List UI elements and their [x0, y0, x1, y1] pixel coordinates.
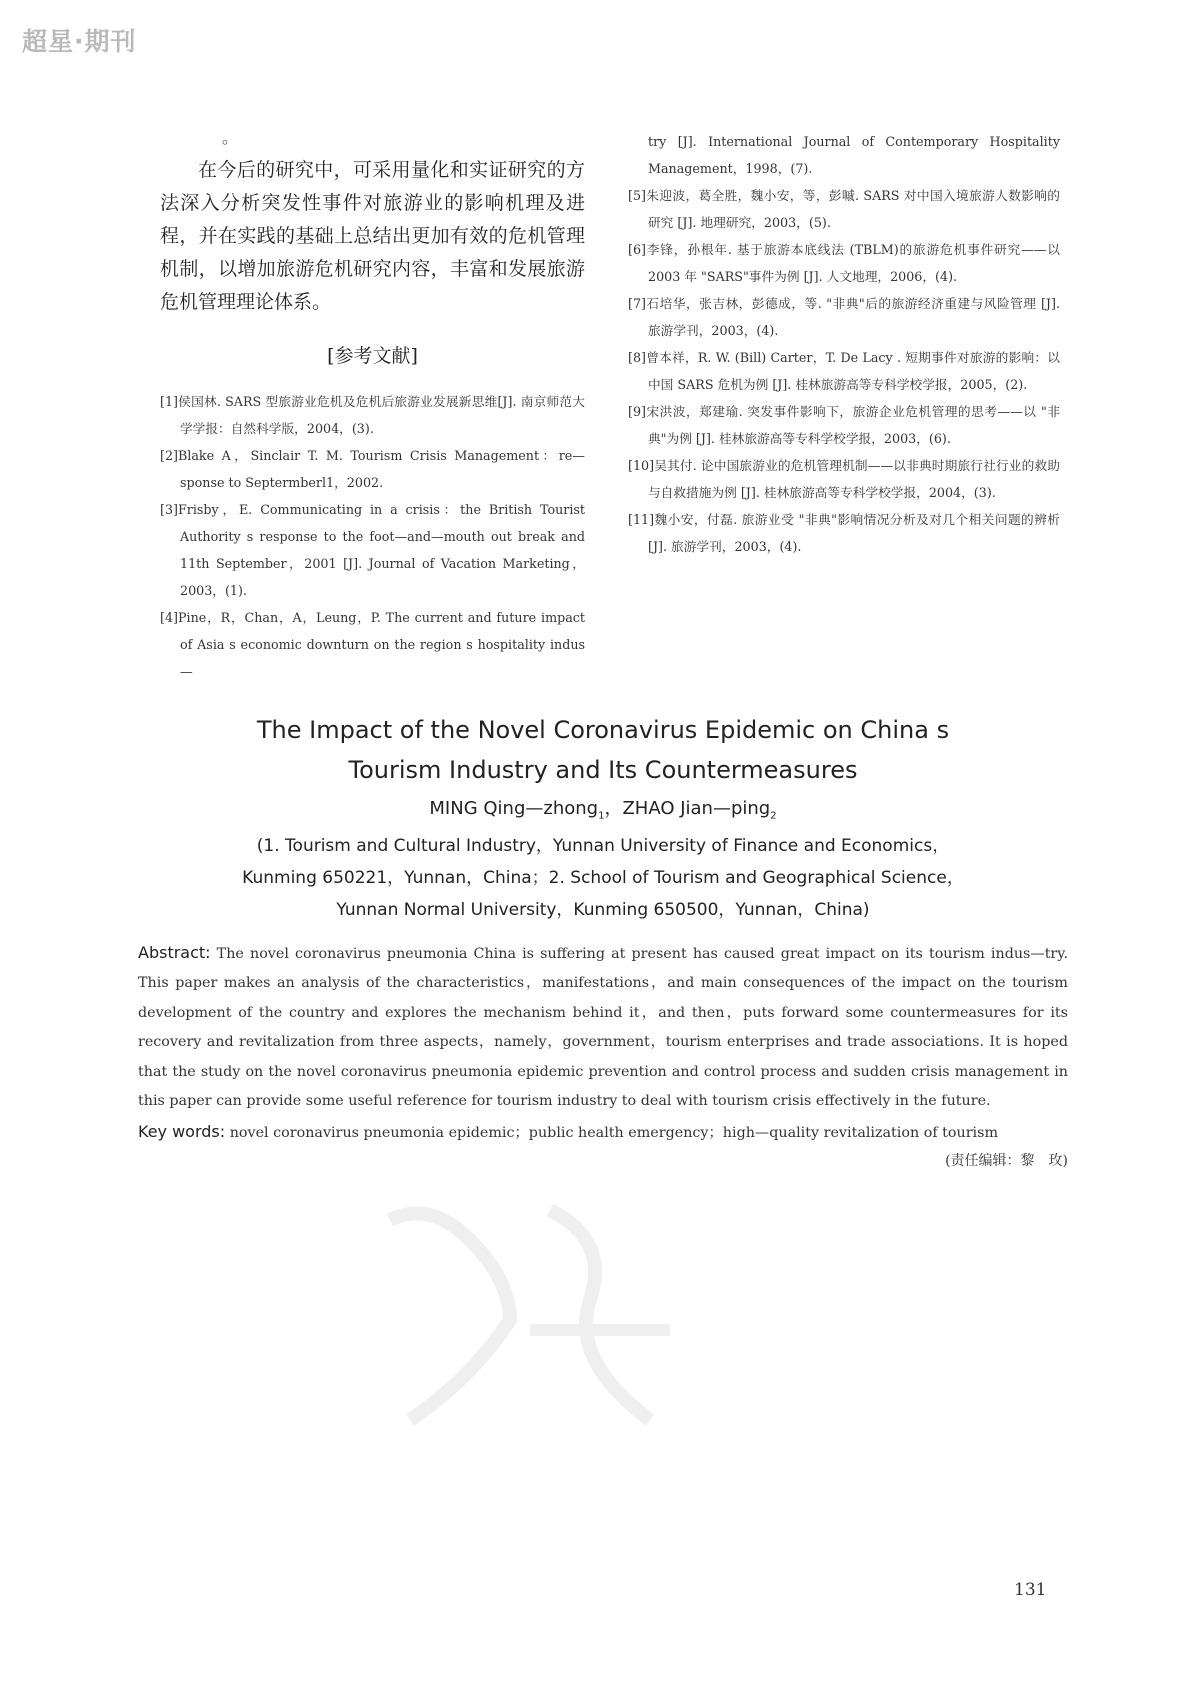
reference-item: [3]Frisby，E. Communicating in a crisis：the British Tourist Authority s response to the foot—and—mouth out break and 11th September，2001 [J]. Journal of Vacation Marketing，2003，(1). [160, 502, 585, 598]
carryover-dot: 。 [222, 128, 239, 147]
reference-item: [1]侯国林. SARS 型旅游业危机及危机后旅游业发展新思维[J]. 南京师范大学学报：自然科学版，2004，(3). [160, 394, 585, 436]
abstract-text: The novel coronavirus pneumonia China is suffering at present has caused great impact on its tourism indus—try. This paper makes an analysis of the characteristics，manifestations，and main consequences of the impact on the tourism development of the country and explores the mechanism behind it，and then，puts forward some countermeasures for its recovery and revitalization from three aspects，namely，government，tourism enterprises and trade associations. It is hoped that the study on the novel coronavirus pneumonia epidemic prevention and control process and sudden crisis management in this paper can provide some useful reference for tourism industry to deal with tourism crisis effectively in the future. [138, 945, 1068, 1110]
author-name: MING Qing—zhong [429, 798, 599, 819]
abstract-label: Abstract: [138, 942, 211, 962]
reference-continuation: try [J]. International Journal of Contemporary Hospitality Management，1998，(7). [648, 134, 1060, 176]
abstract-paragraph [138, 938, 1068, 1117]
authors [138, 794, 1068, 822]
reference-item: [4]Pine，R，Chan，A，Leung，P. The current and future impact of Asia s economic downturn on the region s hospitality indus— [160, 610, 585, 679]
keywords-line [138, 1117, 1068, 1148]
reference-item: [5]朱迎波，葛全胜，魏小安，等，彭嘁. SARS 对中国入境旅游人数影响的研究 [J]. 地理研究，2003，(5). [628, 188, 1060, 230]
author-separator: ， [604, 798, 623, 819]
reference-item: [6]李锋，孙根年. 基于旅游本底线法 (TBLM)的旅游危机事件研究——以 2003 年 "SARS"事件为例 [J]. 人文地理，2006，(4). [628, 242, 1060, 284]
reference-item: [11]魏小安，付磊. 旅游业受 "非典"影响情况分析及对几个相关问题的辨析 [J]. 旅游学刊，2003，(4). [628, 512, 1060, 554]
conclusion-paragraph: 在今后的研究中，可采用量化和实证研究的方法深入分析突发性事件对旅游业的影响机理及进程，并在实践的基础上总结出更加有效的危机管理机制，以增加旅游危机研究内容，丰富和发展旅游危机管理理论体系。 [160, 159, 585, 313]
keywords-text: novel coronavirus pneumonia epidemic；public health emergency；high—quality revitalization of tourism [229, 1124, 999, 1141]
responsible-editor: (责任编辑：黎 玫) [945, 1152, 1068, 1169]
keywords-label: Key words: [138, 1121, 226, 1141]
affiliation-line: (1. Tourism and Cultural Industry，Yunnan University of Finance and Economics， [256, 835, 950, 856]
references-heading: [参考文献] [327, 345, 418, 367]
affiliation-line: Yunnan Normal University，Kunming 650500，Yunnan，China) [336, 899, 870, 920]
reference-item: [8]曾本祥，R. W. (Bill) Carter，T. De Lacy . 短期事件对旅游的影响：以中国 SARS 危机为例 [J]. 桂林旅游高等专科学校学报，2005，(2). [628, 350, 1060, 392]
right-column [628, 128, 1060, 560]
english-title-line-2: Tourism Industry and Its Countermeasures [348, 756, 858, 784]
author-affil-mark: 2 [770, 810, 777, 822]
background-seal-watermark [350, 1180, 690, 1460]
reference-item: [2]Blake A，Sinclair T. M. Tourism Crisis Management：re—sponse to Septermberl1，2002. [160, 448, 585, 490]
english-title-line-1: The Impact of the Novel Coronavirus Epidemic on China s [256, 716, 950, 744]
english-abstract-block [138, 710, 1068, 1170]
affiliation-line: Kunming 650221，Yunnan，China；2. School of Tourism and Geographical Science， [242, 867, 964, 888]
author-affil-mark: 1 [598, 810, 605, 822]
author-name: ZHAO Jian—ping [622, 798, 771, 819]
watermark-logo: 超星·期刊 [22, 27, 137, 56]
reference-item: [9]宋洪波，郑建瑜. 突发事件影响下，旅游企业危机管理的思考——以 "非典"为例 [J]. 桂林旅游高等专科学校学报，2003，(6). [628, 404, 1060, 446]
left-column [160, 128, 585, 685]
reference-item: [10]吴其付. 论中国旅游业的危机管理机制——以非典时期旅行社行业的救助与自救措施为例 [J]. 桂林旅游高等专科学校学报，2004，(3). [628, 458, 1060, 500]
page-number: 131 [1014, 1580, 1047, 1600]
reference-item: [7]石培华，张吉林，彭德成，等. "非典"后的旅游经济重建与风险管理 [J]. 旅游学刊，2003，(4). [628, 296, 1060, 338]
